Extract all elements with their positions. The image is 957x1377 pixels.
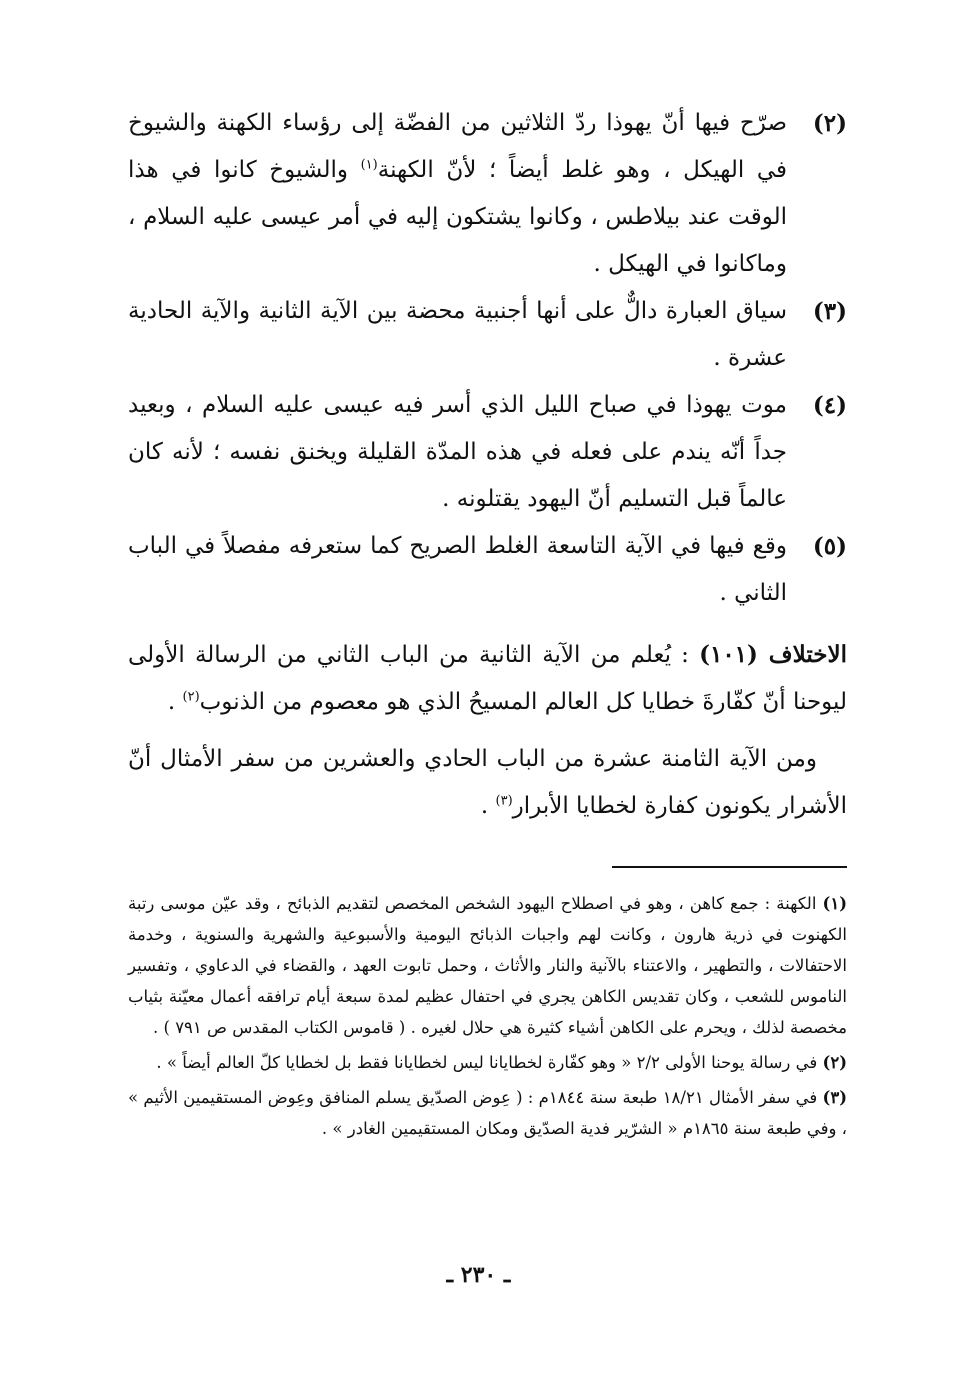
footnote-ref: (١) [360, 157, 378, 173]
footnotes [128, 888, 847, 1144]
note-text: موت يهوذا في صباح الليل الذي أسر فيه عيسى عليه السلام ، وبعيد جداً أنّه يندم على فعله في هذه المدّة القليلة ويخنق نفسه ؛ لأنه كان عالماً قبل التسليم أنّ اليهود يقتلونه . [128, 392, 787, 512]
footnote-number: (٢) [822, 1053, 847, 1072]
footnote-ref: (٣) [495, 793, 513, 809]
numbered-notes [128, 100, 847, 617]
note-item [128, 382, 847, 523]
page-number: ـ ٢٣٠ ـ [446, 1262, 511, 1288]
section2-text: ومن الآية الثامنة عشرة من الباب الحادي والعشرين من سفر الأمثال أنّ الأشرار يكونون كفارة لخطايا الأبرار [128, 746, 847, 819]
note-text: صرّح فيها أنّ يهوذا ردّ الثلاثين من الفضّة إلى رؤساء الكهنة والشيوخ في الهيكل ، وهو غلط أيضاً ؛ لأنّ الكهنة [128, 110, 788, 183]
footnote-divider [612, 866, 847, 868]
note-number: (٢) [812, 110, 847, 137]
footnote-number: (١) [822, 894, 847, 913]
section-paragraph-2 [128, 736, 847, 830]
note-number: (٤) [812, 392, 847, 419]
footnote-text: في رسالة يوحنا الأولى ٢/٢ « وهو كفّارة لخطايانا ليس لخطايانا فقط بل لخطايا كلّ العالم أيضاً » . [156, 1053, 823, 1072]
section-paragraph [128, 631, 847, 726]
footnote-item [128, 1082, 847, 1144]
note-text-continued: والشيوخ كانوا في هذا الوقت عند بيلاطس ، وكانوا يشتكون إليه في أمر عيسى عليه السلام ، وماكانوا في الهيكل . [128, 157, 787, 277]
note-text: وقع فيها في الآية التاسعة الغلط الصريح كما ستعرفه مفصلاً في الباب الثاني . [128, 533, 787, 606]
footnote-number: (٣) [822, 1088, 848, 1107]
footnote-text: في سفر الأمثال ١٨/٢١ طبعة سنة ١٨٤٤م : ( عِوض الصدّيق يسلم المنافق وعِوض المستقيمين الأثيم » ، وفي طبعة سنة ١٨٦٥م « الشرّير فدية الصدّيق ومكان المستقيمين الغادر » . [128, 1088, 847, 1138]
note-item [128, 100, 847, 288]
footnote-item [128, 888, 847, 1043]
section-keyword: الاختلاف (١٠١) [699, 641, 847, 668]
section-text-end: . [167, 689, 183, 715]
note-text: سياق العبارة دالٌّ على أنها أجنبية محضة بين الآية الثانية والآية الحادية عشرة . [128, 298, 787, 371]
note-number: (٥) [812, 533, 847, 560]
note-number: (٣) [812, 298, 847, 325]
section2-text-end: . [480, 793, 496, 819]
section-text: : يُعلم من الآية الثانية من الباب الثاني من الرسالة الأولى ليوحنا أنّ كفّارةَ خطايا كل العالم المسيحُ الذي هو معصوم من الذنوب [128, 642, 847, 715]
note-item [128, 288, 847, 382]
note-item [128, 523, 847, 617]
footnote-item [128, 1047, 847, 1078]
footnote-ref: (٢) [182, 689, 200, 705]
footnote-text: الكهنة : جمع كاهن ، وهو في اصطلاح اليهود الشخص المخصص لتقديم الذبائح ، وقد عيّن موسى رتبة الكهنوت في ذرية هارون ، وكانت لهم واجبات الذبائح اليومية والأسبوعية والشهرية والسنوية ، وخدمة الاحتفالات ، والتطهير ، والاعتناء بالآنية والنار والأثاث ، وحمل تابوت العهد ، والقضاء في الدعاوي ، وتفسير الناموس للشعب ، وكان تقديس الكاهن يجري في احتفال عظيم لمدة سبعة أيام ترافقه أعمال معيّنة بثياب مخصصة لذلك ، ويحرم على الكاهن أشياء كثيرة هي حلال لغيره . ( قاموس الكتاب المقدس ص ٧٩١ ) . [128, 894, 847, 1037]
